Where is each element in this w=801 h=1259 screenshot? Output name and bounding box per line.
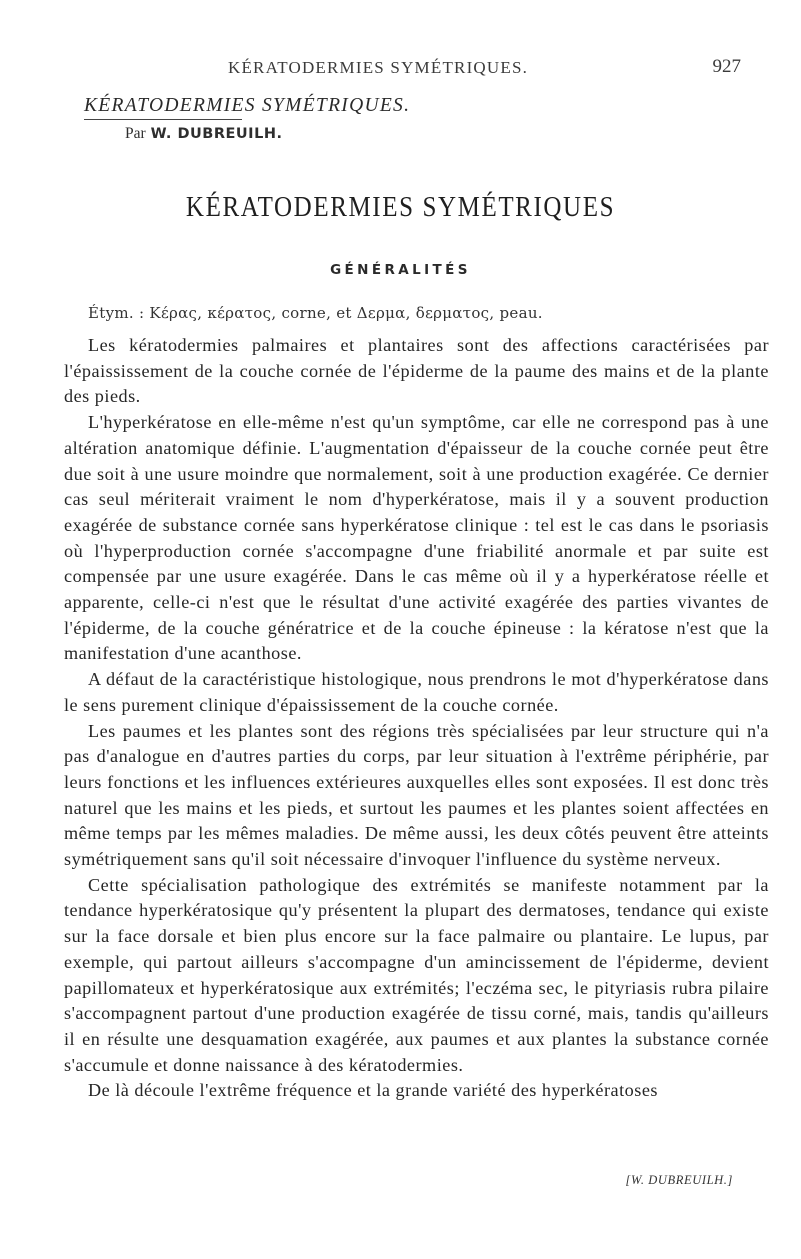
body-text [64,333,769,1104]
etymology-line: Étym. : Κέρας, κέρατος, corne, et Δερμα, δερματος, peau. [88,304,543,322]
signature-footer: [W. DUBREUILH.] [625,1173,733,1187]
page-number: 927 [712,56,741,77]
section-heading: KÉRATODERMIES SYMÉTRIQUES [185,192,616,224]
paragraph: Cette spécialisation pathologique des extrémités se manifeste notamment par la tendance hyperkératosique qu'y présentent la plupart des dermatoses, tendance qui existe sur la face dorsale et bien plus encore sur la face palmaire ou plantaire. Le lupus, par exemple, qui partout ailleurs s'accompagne d'un amincissement de l'épiderme, devient papillomateux et hyperkératosique aux extrémités; l'eczéma sec, le pityriasis rubra pilaire s'accompagnent partout d'une production exagérée de tissu corné, mais, tandis qu'ailleurs il en résulte une desquamation exagérée, aux paumes et aux plantes la substance cornée s'accumule et donne naissance à des kératodermies. [64,874,769,1075]
author-prefix: Par [125,125,146,142]
paragraph: Les kératodermies palmaires et plantaires sont des affections caractérisées par l'épaississement de la couche cornée de l'épiderme de la paume des mains et de la plante des pieds. [64,335,769,407]
paragraph: Les paumes et les plantes sont des régions très spécialisées par leur structure qui n'a pas d'analogue en d'autres parties du corps, par leur situation à l'extrême périphérie, par leurs fonctions et les influences extérieures auxquelles elles sont exposées. Il est donc très naturel que les mains et les pieds, et surtout les paumes et les plantes soient affectées en même temps par les mêmes maladies. De même aussi, les deux côtés peuvent être atteints symétriquement sans qu'il soit nécessaire d'invoquer l'influence du système nerveux. [64,720,769,870]
paragraph: De là découle l'extrême fréquence et la grande variété des hyperkératoses [88,1080,658,1101]
author-name: W. DUBREUILH. [150,126,283,142]
author-line [125,124,282,143]
article-title: KÉRATODERMIES SYMÉTRIQUES. [84,95,411,116]
running-head: KÉRATODERMIES SYMÉTRIQUES. [228,58,529,77]
paragraph: L'hyperkératose en elle-même n'est qu'un symptôme, car elle ne correspond pas à une altération anatomique définie. L'augmentation d'épaisseur de la couche cornée peut être due soit à une usure moindre que normalement, soit à une production exagérée. Ce dernier cas seul mériterait vraiment le nom d'hyperkératose, mais il y a souvent production exagérée de substance cornée sans hyperkératose clinique : tel est le cas dans le psoriasis où l'hyperproduction cornée s'accompagne d'une friabilité anormale et par suite est compensée par une usure exagérée. Dans le cas même où il y a hyperkératose réelle et apparente, celle-ci n'est que le résultat d'une activité exagérée des parties vivantes de l'épiderme, de la couche génératrice et de la couche épineuse : la kératose n'est que la manifestation d'une acanthose. [64,412,769,664]
title-underline [84,119,242,120]
section-subheading: GÉNÉRALITÉS [330,262,471,278]
paragraph: A défaut de la caractéristique histologique, nous prendrons le mot d'hyperkératose dans le sens purement clinique d'épaississement de la couche cornée. [64,669,769,715]
